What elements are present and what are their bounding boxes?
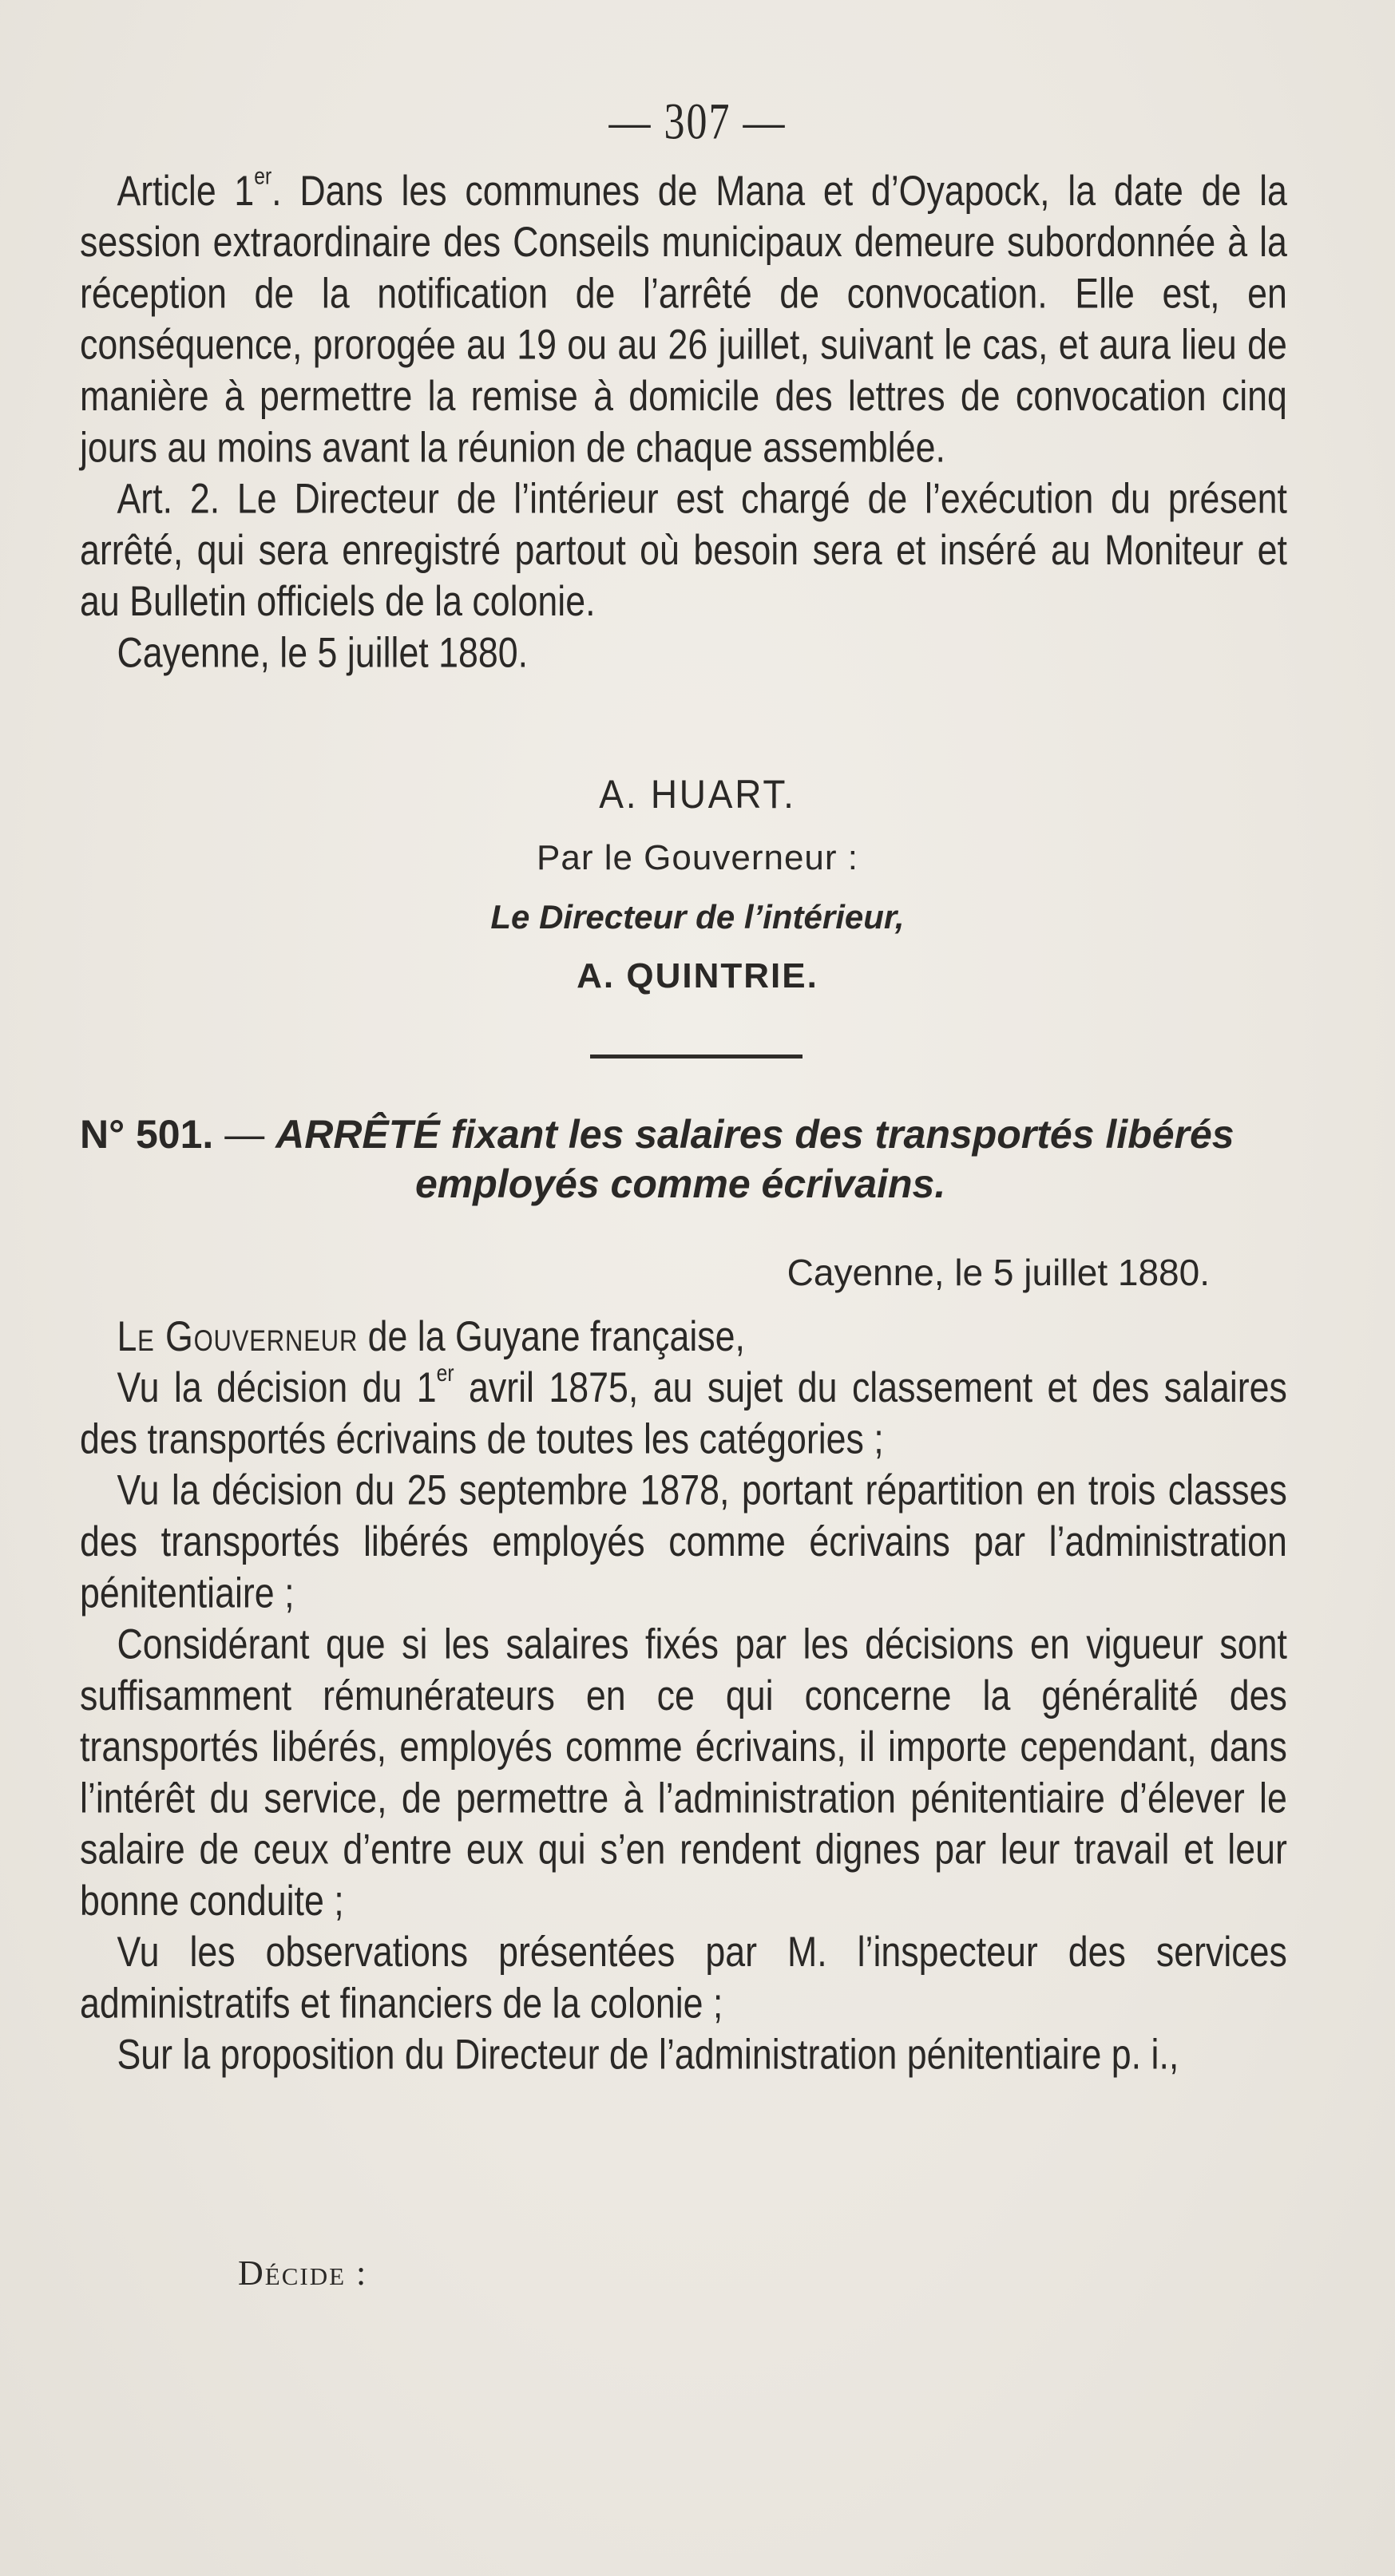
decree-2-dash: — [213, 1112, 276, 1157]
considerant-1-sup: er [436, 1360, 454, 1387]
governor-signature: A. HUART. [599, 772, 796, 817]
decree-2-title-part-1: ARRÊTÉ fixant les salaires des transportés libérés [275, 1112, 1234, 1157]
decree-2-body [80, 1312, 1287, 2079]
director-signature: A. QUINTRIE. [577, 956, 818, 995]
article-1-paragraph [80, 166, 1287, 474]
considerant-2: Vu la décision du 25 septembre 1878, portant répartition en trois classes des transportés libérés employés comme écrivains par l’administration pénitentiaire ; [80, 1466, 1287, 1617]
decree-2-heading-line-1 [80, 1110, 1290, 1159]
decree-2-intro-rest: de la Guyane française, [358, 1313, 745, 1361]
considerant-3: Considérant que si les salaires fixés par les décisions en vigueur sont suffisamment rémunérateurs en ce qui concerne la généralité des transportés libérés, employés comme écrivains, il importe cependant, dans l’intérêt du service, de permettre à l’administration pénitentiaire d’élever le salaire de ceux d’entre eux qui s’en rendent dignes par leur travail et leur bonne conduite ; [80, 1620, 1287, 1925]
considerant-1-text: avril 1875, au sujet du classement et des salaires des transportés écrivains de toutes les catégories ; [80, 1364, 1287, 1463]
governor-title: Le Gouverneur [117, 1313, 359, 1361]
director-title: Le Directeur de l’intérieur, [490, 898, 905, 936]
decree-1-text [80, 166, 1287, 679]
considerant-4: Vu les observations présentées par M. l’inspecteur des services administratifs et financiers de la colonie ; [80, 1929, 1287, 2028]
considerant-1-lead: Vu la décision du 1 [117, 1364, 437, 1412]
article-1-sup: er [254, 164, 272, 190]
article-2-paragraph: Art. 2. Le Directeur de l’intérieur est chargé de l’exécution du présent arrêté, qui sera enregistré partout où besoin sera et inséré au Moniteur et au Bulletin officiels de la colonie. [80, 475, 1287, 626]
decree-2-number: N° 501. [80, 1112, 214, 1157]
decree-2-intro [80, 1312, 1287, 1363]
decree-2-heading [80, 1110, 1290, 1209]
decree-1-place-date: Cayenne, le 5 juillet 1880. [117, 629, 529, 677]
article-1-lead: Article 1 [117, 168, 255, 216]
page-number: — 307 — [608, 93, 787, 151]
by-governor-line: Par le Gouverneur : [537, 838, 858, 877]
decide-heading: Décide : [238, 2254, 368, 2293]
section-divider [590, 1055, 803, 1058]
considerant-1 [80, 1360, 1287, 1466]
article-1-text: . Dans les communes de Mana et d’Oyapock, la date de la session extraordinaire des Conseils municipaux demeure subordonnée à la réception de la notification de l’arrêté de convocation. Elle est, en conséquence, prorogée au 19 ou au 26 juillet, suivant le cas, et aura lieu de manière à permettre la remise à domicile des lettres de convocation cinq jours au moins avant la réunion de chaque assemblée. [80, 168, 1287, 472]
decree-2-date: Cayenne, le 5 juillet 1880. [787, 1252, 1210, 1293]
decree-1-body [80, 164, 1287, 677]
decree-2-text [80, 1312, 1287, 2081]
decree-2-title-part-2: employés comme écrivains. [415, 1161, 946, 1206]
considerant-5: Sur la proposition du Directeur de l’administration pénitentiaire p. i., [117, 2031, 1179, 2079]
